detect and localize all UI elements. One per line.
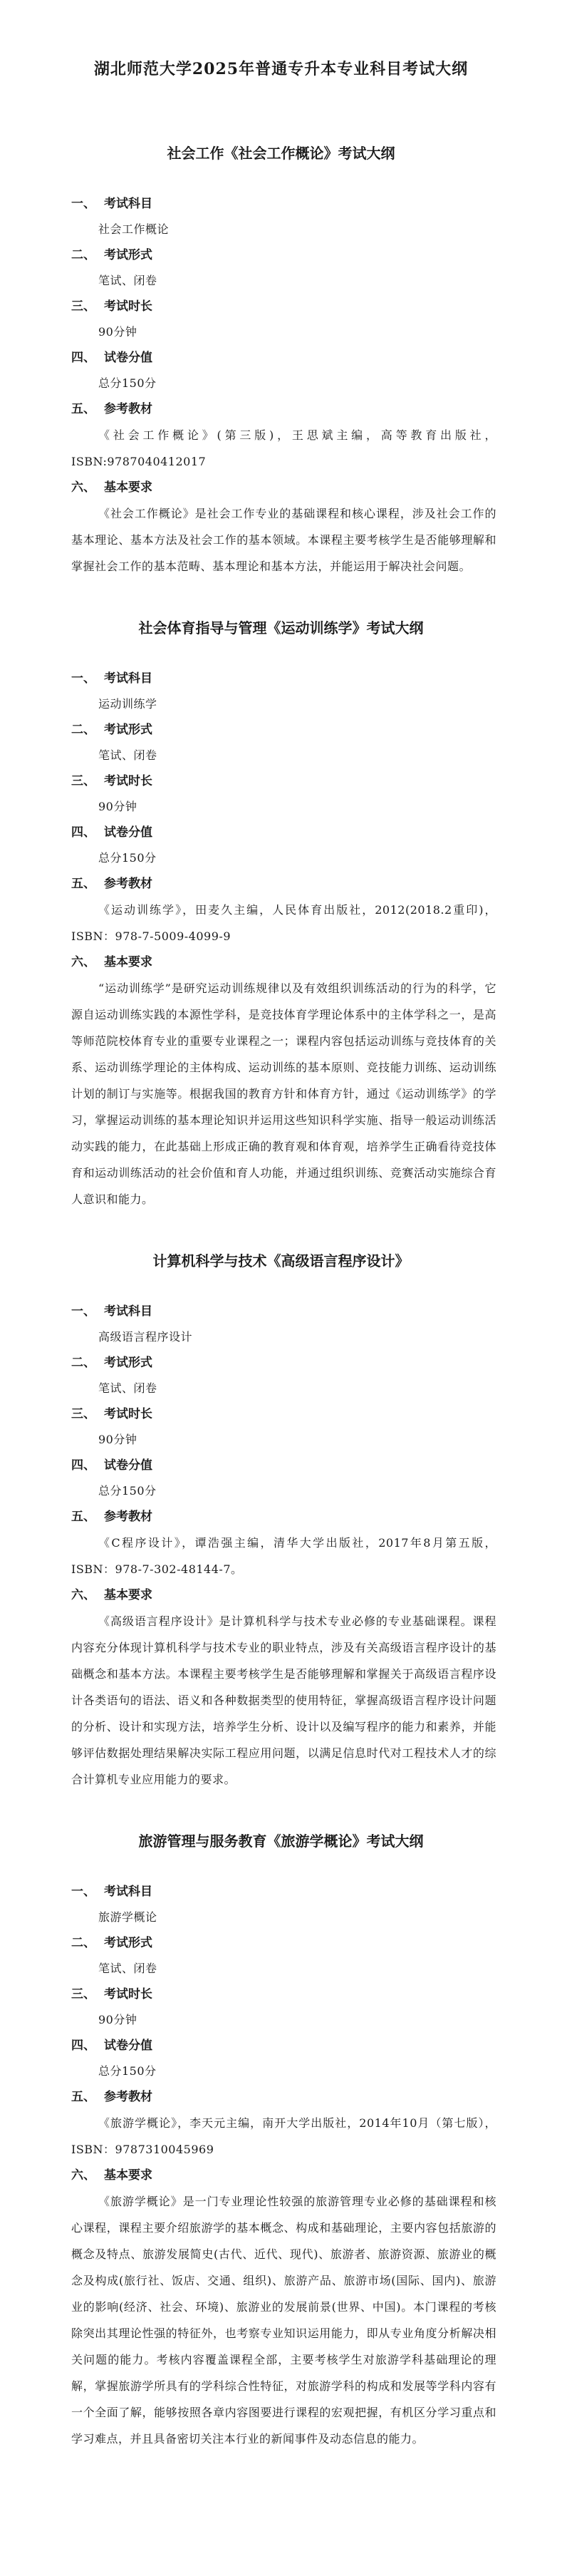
item-number: 二、 <box>71 248 95 262</box>
item-heading <box>71 949 562 975</box>
item-number: 四、 <box>71 2039 95 2053</box>
item-number: 一、 <box>71 1885 95 1899</box>
item-number: 二、 <box>71 723 95 737</box>
item-label: 考试科目 <box>104 1304 152 1319</box>
item-number: 六、 <box>71 955 95 969</box>
item-number: 五、 <box>71 402 95 416</box>
item-heading <box>71 666 562 691</box>
document-title: 湖北师范大学2025年普通专升本专业科目考试大纲 <box>93 60 469 78</box>
item-label: 考试科目 <box>104 671 152 686</box>
item-value: 旅游学概论 <box>98 1910 157 1924</box>
item-label: 考试科目 <box>104 1885 152 1899</box>
outline-item <box>0 1453 562 1504</box>
exam-section <box>0 1250 562 1830</box>
item-heading <box>71 820 562 845</box>
item-heading <box>71 871 562 897</box>
item-heading <box>71 242 562 268</box>
item-label: 参考教材 <box>104 2090 152 2104</box>
outline-item <box>0 768 562 820</box>
outline-item <box>0 1504 562 1582</box>
item-number: 一、 <box>71 1304 95 1319</box>
outline-item <box>0 949 562 1212</box>
item-number: 一、 <box>71 197 95 211</box>
section-heading: 社会体育指导与管理《运动训练学》考试大纲 <box>138 619 424 637</box>
outline-item <box>0 191 562 242</box>
item-heading <box>71 2033 562 2059</box>
textbook-text: 《运动训练学》，田麦久主编，人民体育出版社，2012(2018.2重印)，ISBN：978-7-5009-4099-9 <box>71 903 496 943</box>
item-label: 考试形式 <box>104 723 152 737</box>
outline-item <box>0 1350 562 1401</box>
sections-container <box>0 142 562 2489</box>
exam-section <box>0 1830 562 2489</box>
item-label: 参考教材 <box>104 402 152 416</box>
item-number: 六、 <box>71 480 95 495</box>
item-number: 四、 <box>71 1458 95 1473</box>
outline-item <box>0 1582 562 1793</box>
requirements-text: “运动训练学”是研究运动训练规律以及有效组织训练活动的行为的科学，它源自运动训练实践的本源性学科，是竞技体育学理论体系中的主体学科之一，是高等师范院校体育专业的重要专业课程之一；课程内容包括运动训练与竞技体育的关系、运动训练学理论的主体构成、运动训练的基本原则、竞技能力训练、运动训练计划的制订与实施等。根据我国的教育方针和体育方针，通过《运动训练学》的学习，掌握运动训练的基本理论知识并运用这些知识科学实施、指导一般运动训练活动实践的能力，在此基础上形成正确的教育观和体育观，培养学生正确看待竞技体育和运动训练活动的社会价值和育人功能，并通过组织训练、竞赛活动实施综合育人意识和能力。 <box>71 982 496 1206</box>
item-heading <box>71 1582 562 1608</box>
item-heading <box>71 191 562 217</box>
item-label: 基本要求 <box>104 480 152 495</box>
section-heading: 计算机科学与技术《高级语言程序设计》 <box>152 1252 410 1269</box>
item-heading <box>71 396 562 422</box>
item-label: 参考教材 <box>104 877 152 891</box>
item-heading <box>71 1879 562 1905</box>
item-label: 考试形式 <box>104 248 152 262</box>
item-label: 考试科目 <box>104 197 152 211</box>
outline-item <box>0 475 562 579</box>
outline-item <box>0 1299 562 1350</box>
item-number: 六、 <box>71 2168 95 2183</box>
item-number: 五、 <box>71 877 95 891</box>
section-heading: 旅游管理与服务教育《旅游学概论》考试大纲 <box>138 1833 424 1850</box>
item-heading <box>71 345 562 371</box>
item-label: 考试时长 <box>104 1407 152 1421</box>
item-value: 高级语言程序设计 <box>98 1330 193 1344</box>
item-value: 运动训练学 <box>98 697 157 711</box>
textbook-text: 《C程序设计》，谭浩强主编，清华大学出版社，2017年8月第五版，ISBN：978-7-302-48144-7。 <box>71 1536 496 1576</box>
item-label: 考试时长 <box>104 299 152 314</box>
outline-item <box>0 1930 562 1982</box>
item-number: 三、 <box>71 1987 95 2001</box>
section-spacer <box>0 1212 562 1250</box>
item-value: 总分150分 <box>98 1484 157 1498</box>
item-number: 五、 <box>71 2090 95 2104</box>
item-label: 基本要求 <box>104 2168 152 2183</box>
item-number: 三、 <box>71 1407 95 1421</box>
outline-item <box>0 242 562 294</box>
item-number: 三、 <box>71 774 95 788</box>
outline-item <box>0 1401 562 1453</box>
outline-item <box>0 345 562 396</box>
outline-item <box>0 871 562 949</box>
item-number: 四、 <box>71 351 95 365</box>
item-value: 90分钟 <box>98 325 137 339</box>
item-heading <box>71 1350 562 1376</box>
item-value: 笔试、闭卷 <box>98 1962 157 1975</box>
item-value: 社会工作概论 <box>98 222 170 236</box>
item-label: 考试形式 <box>104 1936 152 1950</box>
item-value: 总分150分 <box>98 376 157 390</box>
item-heading <box>71 1299 562 1324</box>
section-spacer <box>0 1793 562 1830</box>
item-number: 六、 <box>71 1588 95 1602</box>
item-heading <box>71 2084 562 2110</box>
item-heading <box>71 475 562 500</box>
exam-section <box>0 142 562 617</box>
item-label: 参考教材 <box>104 1510 152 1524</box>
item-label: 基本要求 <box>104 1588 152 1602</box>
item-value: 笔试、闭卷 <box>98 274 157 287</box>
item-number: 三、 <box>71 299 95 314</box>
item-number: 四、 <box>71 825 95 840</box>
item-heading <box>71 2163 562 2188</box>
section-spacer <box>0 2452 562 2489</box>
item-heading <box>71 294 562 319</box>
item-label: 基本要求 <box>104 955 152 969</box>
section-heading: 社会工作《社会工作概论》考试大纲 <box>167 145 395 162</box>
item-value: 90分钟 <box>98 2013 137 2026</box>
requirements-text: 《高级语言程序设计》是计算机科学与技术专业必修的专业基础课程。课程内容充分体现计算机科学与技术专业的职业特点，涉及有关高级语言程序设计的基础概念和基本方法。本课程主要考核学生是否能够理解和掌握关于高级语言程序设计各类语句的语法、语义和各种数据类型的使用特征，掌握高级语言程序设计问题的分析、设计和实现方法，培养学生分析、设计以及编写程序的能力和素养，并能够评估数据处理结果解决实际工程应用问题，以满足信息时代对工程技术人才的综合计算机专业应用能力的要求。 <box>71 1614 496 1786</box>
outline-item <box>0 294 562 345</box>
item-number: 一、 <box>71 671 95 686</box>
outline-item <box>0 2163 562 2452</box>
item-value: 90分钟 <box>98 800 137 813</box>
item-value: 总分150分 <box>98 851 157 865</box>
item-label: 考试形式 <box>104 1356 152 1370</box>
exam-section <box>0 617 562 1250</box>
outline-item <box>0 820 562 871</box>
outline-item <box>0 2084 562 2163</box>
item-label: 试卷分值 <box>104 1458 152 1473</box>
outline-item <box>0 2033 562 2084</box>
textbook-text: 《社会工作概论》(第三版)，王思斌主编，高等教育出版社，ISBN:9787040412017 <box>71 428 496 468</box>
item-heading <box>71 1401 562 1427</box>
textbook-text: 《旅游学概论》，李天元主编，南开大学出版社，2014年10月（第七版），ISBN：9787310045969 <box>71 2116 496 2156</box>
item-value: 90分钟 <box>98 1433 137 1446</box>
requirements-text: 《社会工作概论》是社会工作专业的基础课程和核心课程，涉及社会工作的基本理论、基本方法及社会工作的基本领域。本课程主要考核学生是否能够理解和掌握社会工作的基本范畴、基本理论和基本方法，并能运用于解决社会问题。 <box>71 507 496 573</box>
item-heading <box>71 1930 562 1956</box>
item-heading <box>71 1982 562 2007</box>
item-value: 总分150分 <box>98 2064 157 2078</box>
outline-item <box>0 717 562 768</box>
outline-item <box>0 396 562 475</box>
item-heading <box>71 717 562 743</box>
section-spacer <box>0 579 562 617</box>
item-label: 试卷分值 <box>104 2039 152 2053</box>
outline-item <box>0 1982 562 2033</box>
item-value: 笔试、闭卷 <box>98 1381 157 1395</box>
item-label: 试卷分值 <box>104 825 152 840</box>
item-heading <box>71 1504 562 1530</box>
item-value: 笔试、闭卷 <box>98 748 157 762</box>
item-heading <box>71 1453 562 1478</box>
item-number: 二、 <box>71 1356 95 1370</box>
item-label: 考试时长 <box>104 1987 152 2001</box>
outline-item <box>0 1879 562 1930</box>
item-number: 二、 <box>71 1936 95 1950</box>
item-heading <box>71 768 562 794</box>
item-label: 考试时长 <box>104 774 152 788</box>
outline-item <box>0 666 562 717</box>
requirements-text: 《旅游学概论》是一门专业理论性较强的旅游管理专业必修的基础课程和核心课程，课程主要介绍旅游学的基本概念、构成和基础理论，主要内容包括旅游的概念及特点、旅游发展简史(古代、近代、现代)、旅游者、旅游资源、旅游业的概念及构成(旅行社、饭店、交通、组织)、旅游产品、旅游市场(国际、国内)、旅游业的影响(经济、社会、环境)、旅游业的发展前景(世界、中国)。本门课程的考核除突出其理论性强的特征外，也考察专业知识运用能力，即从专业角度分析解决相关问题的能力。考核内容覆盖课程全部，主要考核学生对旅游学科基础理论的理解，掌握旅游学所具有的学科综合性特征，对旅游学科的构成和发展等学科内容有一个全面了解，能够按照各章内容图要进行课程的宏观把握，有机区分学习重点和学习难点，并且具备密切关注本行业的新闻事件及动态信息的能力。 <box>71 2195 496 2446</box>
item-number: 五、 <box>71 1510 95 1524</box>
item-label: 试卷分值 <box>104 351 152 365</box>
